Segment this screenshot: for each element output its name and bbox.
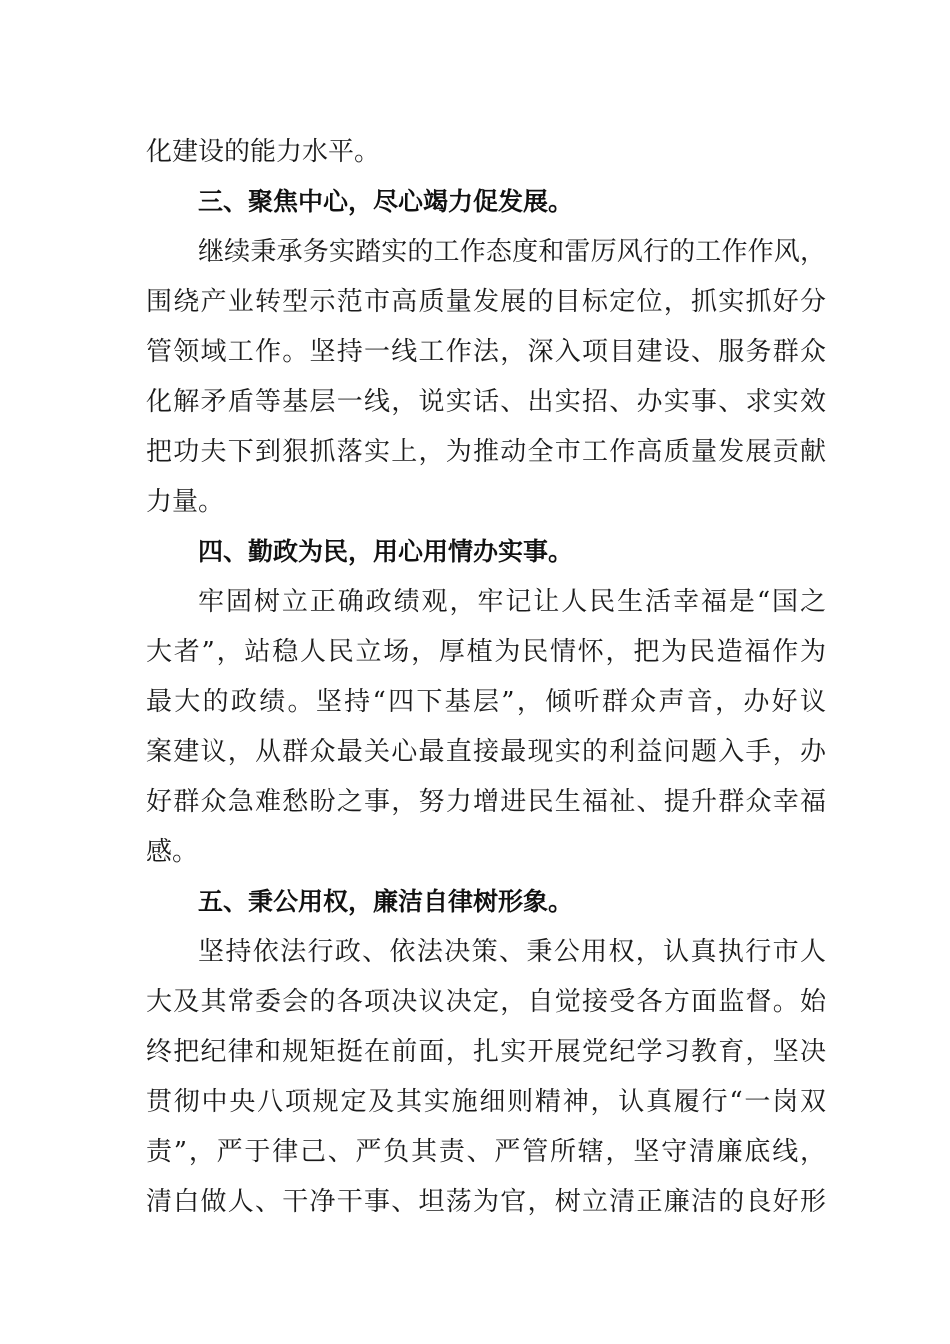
body-line: 围绕产业转型示范市高质量发展的目标定位，抓实抓好分 <box>146 287 826 317</box>
body-line: 贯彻中央八项规定及其实施细则精神，认真履行“一岗双 <box>146 1087 826 1117</box>
body-line: 大者”，站稳人民立场，厚植为民情怀，把为民造福作为 <box>146 637 826 667</box>
body-line: 大及其常委会的各项决议决定，自觉接受各方面监督。始 <box>146 987 826 1017</box>
body-line: 把功夫下到狠抓落实上，为推动全市工作高质量发展贡献 <box>146 437 826 467</box>
body-line: 感。 <box>146 837 199 867</box>
body-line: 案建议，从群众最关心最直接最现实的利益问题入手，办 <box>146 737 826 767</box>
body-line: 力量。 <box>146 487 225 517</box>
body-line: 清白做人、干净干事、坦荡为官，树立清正廉洁的良好形 <box>146 1187 826 1217</box>
body-line: 责”，严于律己、严负其责、严管所辖，坚守清廉底线， <box>146 1137 826 1167</box>
body-line: 管领域工作。坚持一线工作法，深入项目建设、服务群众 <box>146 337 826 367</box>
body-line: 最大的政绩。坚持“四下基层”，倾听群众声音，办好议 <box>146 687 826 717</box>
body-line: 牢固树立正确政绩观，牢记让人民生活幸福是“国之 <box>198 587 826 617</box>
body-line: 坚持依法行政、依法决策、秉公用权，认真执行市人 <box>198 937 826 967</box>
section-heading-3: 三、聚焦中心，尽心竭力促发展。 <box>198 187 574 216</box>
body-line: 好群众急难愁盼之事，努力增进民生福祉、提升群众幸福 <box>146 787 826 817</box>
body-line: 终把纪律和规矩挺在前面，扎实开展党纪学习教育，坚决 <box>146 1037 826 1067</box>
section-heading-5: 五、秉公用权，廉洁自律树形象。 <box>198 887 574 916</box>
body-line: 化解矛盾等基层一线，说实话、出实招、办实事、求实效 <box>146 387 826 417</box>
body-line: 化建设的能力水平。 <box>146 137 381 167</box>
section-heading-4: 四、勤政为民，用心用情办实事。 <box>198 537 574 566</box>
body-line: 继续秉承务实踏实的工作态度和雷厉风行的工作作风， <box>198 237 826 267</box>
